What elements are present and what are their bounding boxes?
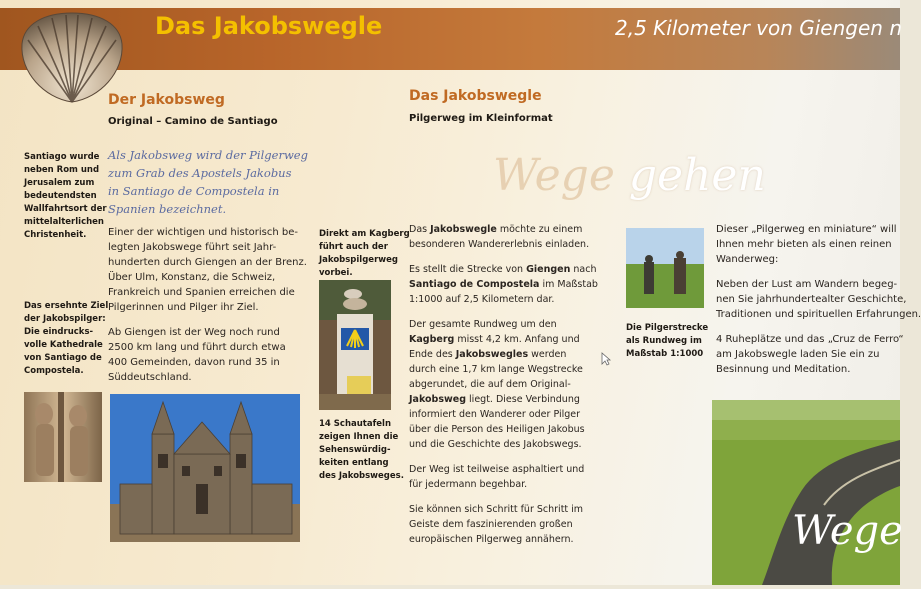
text-line: 2500 km lang und führt durch etwa bbox=[108, 342, 286, 353]
intro-quote bbox=[108, 146, 308, 218]
text-run: Sie können sich Schritt für Schritt im bbox=[409, 504, 584, 515]
text-line: am Jakobswegle laden Sie ein zu bbox=[716, 349, 880, 360]
text-line: Über Ulm, Konstanz, die Schweiz, bbox=[108, 272, 276, 283]
middle-paragraph-5 bbox=[409, 502, 609, 547]
text-run-bold: Jakobswegle bbox=[430, 224, 497, 235]
text-line: nen Sie jahrhundertealter Geschichte, bbox=[716, 294, 907, 305]
quote-line: Spanien bezeichnet. bbox=[108, 202, 227, 216]
middle-paragraph-3 bbox=[409, 317, 609, 452]
quote-line: zum Grab des Apostels Jakobus bbox=[108, 166, 292, 180]
left-heading: Der Jakobsweg bbox=[108, 92, 225, 108]
text-line: Wanderweg: bbox=[716, 254, 779, 265]
text-line: Süddeutschland. bbox=[108, 372, 192, 383]
side-note-line: von Santiago de bbox=[24, 353, 102, 363]
caption-line: Direkt am Kagberg bbox=[319, 229, 410, 239]
middle-paragraph-4 bbox=[409, 462, 609, 492]
text-run-bold: Jakobsweg bbox=[409, 394, 467, 405]
caption-line: des Jakobsweges. bbox=[319, 471, 404, 481]
text-run: abgerundet, die auf dem Original- bbox=[409, 379, 571, 390]
left-paragraph-2 bbox=[108, 325, 308, 385]
left-subheading: Original – Camino de Santiago bbox=[108, 116, 278, 127]
right-paragraph-2 bbox=[716, 277, 921, 322]
page-title: Das Jakobswegle bbox=[155, 12, 383, 40]
caption-schautafeln bbox=[319, 418, 404, 483]
waymarker-stone-image bbox=[319, 280, 391, 410]
text-run: nach bbox=[570, 264, 597, 275]
text-line: 4 Ruheplätze und das „Cruz de Ferro“ bbox=[716, 334, 904, 345]
side-note-santiago bbox=[24, 151, 107, 242]
text-line: Einer der wichtigen und historisch be- bbox=[108, 227, 298, 238]
left-body-text bbox=[108, 225, 308, 395]
caption-line: Maßstab 1:1000 bbox=[626, 349, 704, 359]
text-run-bold: Kagberg bbox=[409, 334, 455, 345]
side-note-line: der Jakobspilger: bbox=[24, 314, 106, 324]
caption-line: Jakobspilgerweg bbox=[319, 255, 398, 265]
text-run: Es stellt die Strecke von bbox=[409, 264, 527, 275]
text-run-bold: Giengen bbox=[526, 264, 571, 275]
text-run: werden bbox=[528, 349, 567, 360]
text-run: 1:1000 auf 2,5 Kilometern dar. bbox=[409, 294, 555, 305]
side-note-goal bbox=[24, 300, 108, 378]
caption-line: führt auch der bbox=[319, 242, 388, 252]
right-body-text bbox=[716, 222, 921, 387]
text-line: Dieser „Pilgerweg en miniature“ will bbox=[716, 224, 897, 235]
ghost-word-1: Wege bbox=[493, 150, 615, 201]
caption-line: Sehenswürdig- bbox=[319, 445, 391, 455]
text-run: Der gesamte Rundweg um den bbox=[409, 319, 557, 330]
middle-body-text bbox=[409, 222, 609, 557]
text-run-bold: Jakobswegles bbox=[455, 349, 529, 360]
right-paragraph-3 bbox=[716, 332, 904, 377]
text-run: im Maßstab bbox=[539, 279, 598, 290]
text-line: Ab Giengen ist der Weg noch rund bbox=[108, 327, 280, 338]
text-run: besonderen Wandererlebnis einladen. bbox=[409, 239, 590, 250]
text-run: möchte zu einem bbox=[496, 224, 583, 235]
side-note-line: volle Kathedrale bbox=[24, 340, 103, 350]
text-line: Ihnen mehr bieten als einen reinen bbox=[716, 239, 892, 250]
text-line: hunderten durch Giengen an der Brenz. bbox=[108, 257, 307, 268]
right-paragraph-1 bbox=[716, 222, 900, 267]
caption-line: keiten entlang bbox=[319, 458, 389, 468]
text-run: über die Person des Heiligen Jakobus bbox=[409, 424, 585, 435]
text-run: europäischen Pilgerweg annähern. bbox=[409, 534, 574, 545]
pilgrims-field-image bbox=[626, 228, 704, 308]
ghost-title bbox=[493, 150, 766, 201]
text-run: Der Weg ist teilweise asphaltiert und bbox=[409, 464, 585, 475]
text-line: Neben der Lust am Wandern begeg- bbox=[716, 279, 898, 290]
text-run-bold: Santiago de Compostela bbox=[409, 279, 540, 290]
side-note-line: Wallfahrtsort der bbox=[24, 204, 107, 214]
caption-line: 14 Schautafeln bbox=[319, 419, 392, 429]
text-run: misst 4,2 km. Anfang und bbox=[454, 334, 580, 345]
side-note-line: Christenheit. bbox=[24, 230, 87, 240]
quote-line: in Santiago de Compostela in bbox=[108, 184, 280, 198]
image-overlay-word: Wege bbox=[792, 508, 903, 554]
middle-subheading: Pilgerweg im Kleinformat bbox=[409, 113, 553, 124]
side-note-line: Compostela. bbox=[24, 366, 84, 376]
caption-line: zeigen Ihnen die bbox=[319, 432, 399, 442]
text-line: Frankreich und Spanien erreichen die bbox=[108, 287, 295, 298]
side-note-line: neben Rom und bbox=[24, 165, 100, 175]
quote-line: Als Jakobsweg wird der Pilgerweg bbox=[108, 148, 308, 162]
text-run: Ende des bbox=[409, 349, 456, 360]
caption-pilgerstrecke bbox=[626, 322, 708, 361]
text-line: 400 Gemeinden, davon rund 35 in bbox=[108, 357, 280, 368]
caption-line: als Rundweg im bbox=[626, 336, 702, 346]
caption-line: vorbei. bbox=[319, 268, 353, 278]
text-line: Traditionen und spirituellen Erfahrungen. bbox=[716, 309, 921, 320]
text-line: legten Jakobswege führt seit Jahr- bbox=[108, 242, 277, 253]
portico-sculpture-image bbox=[24, 392, 102, 482]
ghost-word-2: gehen bbox=[628, 150, 766, 201]
text-run: und die Geschichte des Jakobswegs. bbox=[409, 439, 582, 450]
text-run: liegt. Diese Verbindung bbox=[466, 394, 580, 405]
text-run: Geiste dem faszinierenden großen bbox=[409, 519, 573, 530]
side-note-line: Jerusalem zum bbox=[24, 178, 95, 188]
side-note-line: Die eindrucks- bbox=[24, 327, 94, 337]
middle-paragraph-1 bbox=[409, 222, 609, 252]
middle-paragraph-2 bbox=[409, 262, 609, 307]
side-note-line: Das ersehnte Ziel bbox=[24, 301, 109, 311]
text-line: Besinnung und Meditation. bbox=[716, 364, 851, 375]
page-subtitle: 2,5 Kilometer von Giengen n bbox=[615, 16, 902, 40]
header-banner bbox=[0, 8, 900, 70]
middle-heading: Das Jakobswegle bbox=[409, 88, 542, 104]
text-run: für jedermann begehbar. bbox=[409, 479, 528, 490]
caption-line: Die Pilgerstrecke bbox=[626, 323, 709, 333]
side-note-line: mittelalterlichen bbox=[24, 217, 104, 227]
text-run: durch eine 1,7 km lange Wegstrecke bbox=[409, 364, 583, 375]
mouse-cursor-icon bbox=[601, 352, 611, 366]
left-paragraph-1 bbox=[108, 225, 308, 315]
cathedral-santiago-image bbox=[110, 394, 300, 542]
country-road-image bbox=[712, 400, 903, 585]
caption-kagberg bbox=[319, 228, 410, 280]
side-note-line: Santiago wurde bbox=[24, 152, 100, 162]
text-line: Pilgerinnen und Pilger ihr Ziel. bbox=[108, 302, 259, 313]
text-run: Das bbox=[409, 224, 431, 235]
text-run: informiert den Wanderer oder Pilger bbox=[409, 409, 581, 420]
side-note-line: bedeutendsten bbox=[24, 191, 97, 201]
